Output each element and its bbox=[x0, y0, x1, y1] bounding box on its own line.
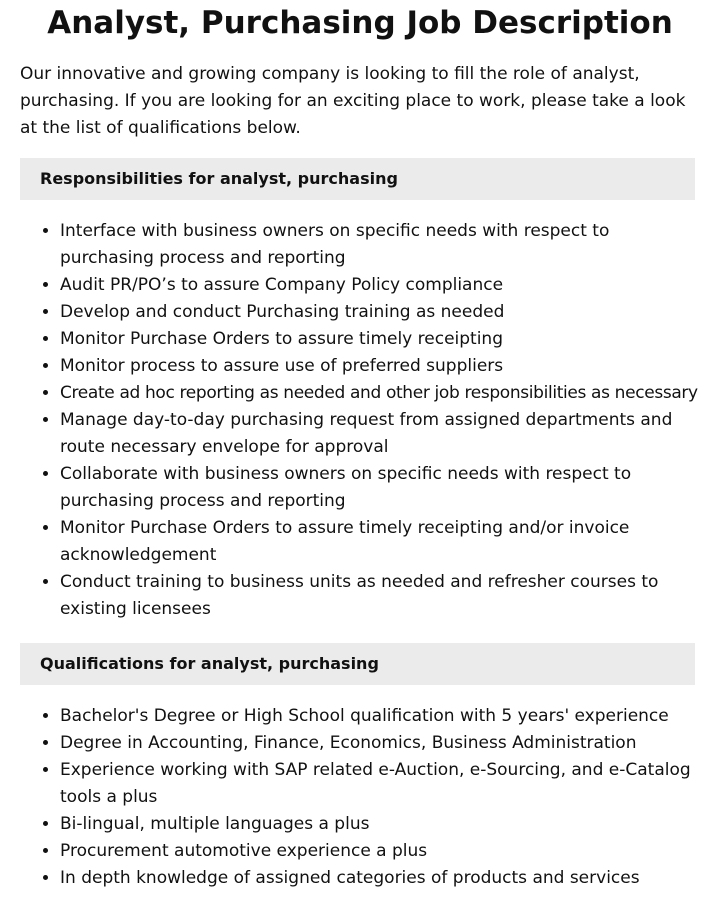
intro-text: Our innovative and growing company is looking to fill the role of analyst, purchasing. If you are looking for an exciting place to work, please take a look at the list of qualifications below. bbox=[20, 64, 686, 138]
page-title: Analyst, Purchasing Job Description bbox=[47, 5, 673, 41]
responsibilities-list bbox=[0, 218, 700, 623]
list-item: • Create ad hoc reporting as needed and other job responsibilities as necessary bbox=[60, 380, 700, 407]
list-item: • Audit PR/PO’s to assure Company Policy compliance bbox=[60, 272, 700, 299]
list-item: • Manage day-to-day purchasing request from assigned departments and route necessary envelope for approval bbox=[60, 407, 700, 461]
responsibilities-heading: Responsibilities for analyst, purchasing bbox=[20, 158, 695, 200]
list-item: • Interface with business owners on specific needs with respect to purchasing process and reporting bbox=[60, 218, 700, 272]
list-item: • Monitor Purchase Orders to assure timely receipting and/or invoice acknowledgement bbox=[60, 515, 700, 569]
list-item: • Monitor Purchase Orders to assure timely receipting bbox=[60, 326, 700, 353]
list-item: • Monitor process to assure use of preferred suppliers bbox=[60, 353, 700, 380]
list-item: • Experience working with SAP related e-Auction, e-Sourcing, and e-Catalog tools a plus bbox=[60, 757, 700, 811]
list-item: • Degree in Accounting, Finance, Economics, Business Administration bbox=[60, 730, 700, 757]
list-item: • In depth knowledge of assigned categories of products and services bbox=[60, 865, 700, 892]
list-item: • Develop and conduct Purchasing training as needed bbox=[60, 299, 700, 326]
list-item: • Collaborate with business owners on specific needs with respect to purchasing process and reporting bbox=[60, 461, 700, 515]
list-item: • Bachelor's Degree or High School qualification with 5 years' experience bbox=[60, 703, 700, 730]
qualifications-heading: Qualifications for analyst, purchasing bbox=[20, 643, 695, 685]
qualifications-list bbox=[0, 703, 700, 892]
list-item: • Conduct training to business units as needed and refresher courses to existing licensees bbox=[60, 569, 700, 623]
list-item: • Procurement automotive experience a plus bbox=[60, 838, 700, 865]
list-item: • Bi-lingual, multiple languages a plus bbox=[60, 811, 700, 838]
